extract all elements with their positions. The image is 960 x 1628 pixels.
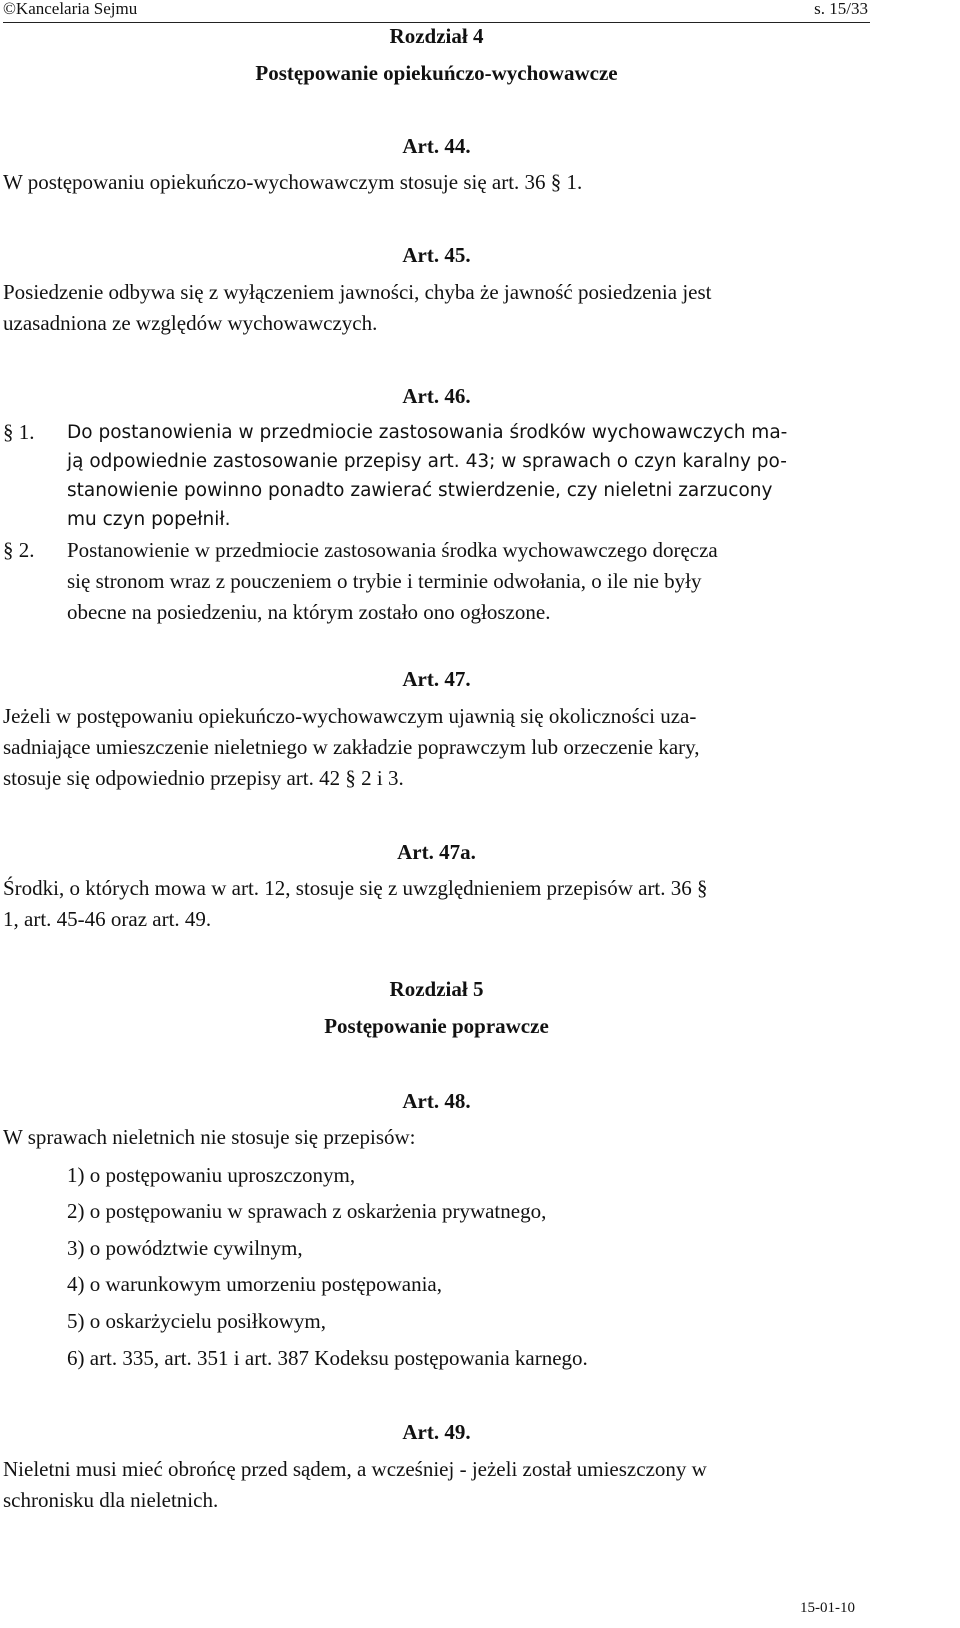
art-44-heading: Art. 44. — [402, 134, 471, 158]
art-46-p2-line-2: się stronom wraz z pouczeniem o trybie i terminie odwołania, o ile nie były — [67, 569, 702, 593]
art-48-item-1: 1) o postępowaniu uproszczonym, — [67, 1163, 356, 1187]
footer-date: 15-01-10 — [800, 1600, 855, 1616]
art-49-line-2: schronisku dla nieletnich. — [3, 1488, 219, 1512]
chapter-5-subtitle: Postępowanie poprawcze — [324, 1014, 549, 1038]
art-48-item-5: 5) o oskarżycielu posiłkowym, — [67, 1309, 326, 1333]
art-44-text: W postępowaniu opiekuńczo-wychowawczym stosuje się art. 36 § 1. — [3, 170, 583, 194]
art-46-p1-line-1: Do postanowienia w przedmiocie zastosowania środków wychowawczych ma- — [67, 422, 788, 443]
art-45-line-2: uzasadniona ze względów wychowawczych. — [3, 311, 378, 335]
art-46-p1-line-4: mu czyn popełnił. — [67, 509, 231, 530]
art-48-item-4: 4) o warunkowym umorzeniu postępowania, — [67, 1272, 442, 1296]
art-46-p1-line-3: stanowienie powinno ponadto zawierać stwierdzenie, czy nieletni zarzucony — [67, 480, 773, 501]
art-45-line-1: Posiedzenie odbywa się z wyłączeniem jawności, chyba że jawność posiedzenia jest — [3, 280, 712, 304]
art-46-heading: Art. 46. — [402, 384, 471, 408]
art-47-heading: Art. 47. — [402, 667, 471, 691]
art-49-line-1: Nieletni musi mieć obrońcę przed sądem, a wcześniej - jeżeli został umieszczony w — [3, 1457, 707, 1481]
page-header — [3, 0, 960, 21]
copyright-notice: ©Kancelaria Sejmu — [3, 0, 138, 18]
art-47-line-2: sadniające umieszczenie nieletniego w zakładzie poprawczym lub orzeczenie kary, — [3, 735, 700, 759]
art-48-item-3: 3) o powództwie cywilnym, — [67, 1236, 303, 1260]
art-47a-line-2: 1, art. 45-46 oraz art. 49. — [3, 907, 212, 931]
art-46-p1-number: § 1. — [3, 420, 35, 444]
chapter-5-title: Rozdział 5 — [389, 977, 484, 1001]
art-49-heading: Art. 49. — [402, 1420, 471, 1444]
chapter-4-title: Rozdział 4 — [389, 24, 484, 48]
art-46-p2-number: § 2. — [3, 538, 35, 562]
art-45-heading: Art. 45. — [402, 243, 471, 267]
chapter-4-subtitle: Postępowanie opiekuńczo-wychowawcze — [255, 61, 618, 85]
art-46-p1-line-2: ją odpowiednie zastosowanie przepisy art. 43; w sprawach o czyn karalny po- — [67, 451, 787, 472]
art-48-heading: Art. 48. — [402, 1089, 471, 1113]
art-48-item-6: 6) art. 335, art. 351 i art. 387 Kodeksu postępowania karnego. — [67, 1346, 588, 1370]
art-46-p2-line-1: Postanowienie w przedmiocie zastosowania środka wychowawczego doręcza — [67, 538, 718, 562]
art-47a-line-1: Środki, o których mowa w art. 12, stosuje się z uwzględnieniem przepisów art. 36 § — [3, 876, 708, 900]
art-48-item-2: 2) o postępowaniu w sprawach z oskarżenia prywatnego, — [67, 1199, 547, 1223]
art-47-line-1: Jeżeli w postępowaniu opiekuńczo-wychowawczym ujawnią się okoliczności uza- — [3, 704, 697, 728]
art-47-line-3: stosuje się odpowiednio przepisy art. 42 § 2 i 3. — [3, 766, 404, 790]
page-number: s. 15/33 — [814, 0, 868, 18]
art-48-intro: W sprawach nieletnich nie stosuje się przepisów: — [3, 1125, 416, 1149]
art-47a-heading: Art. 47a. — [397, 840, 476, 864]
art-46-p2-line-3: obecne na posiedzeniu, na którym zostało ono ogłoszone. — [67, 600, 551, 624]
